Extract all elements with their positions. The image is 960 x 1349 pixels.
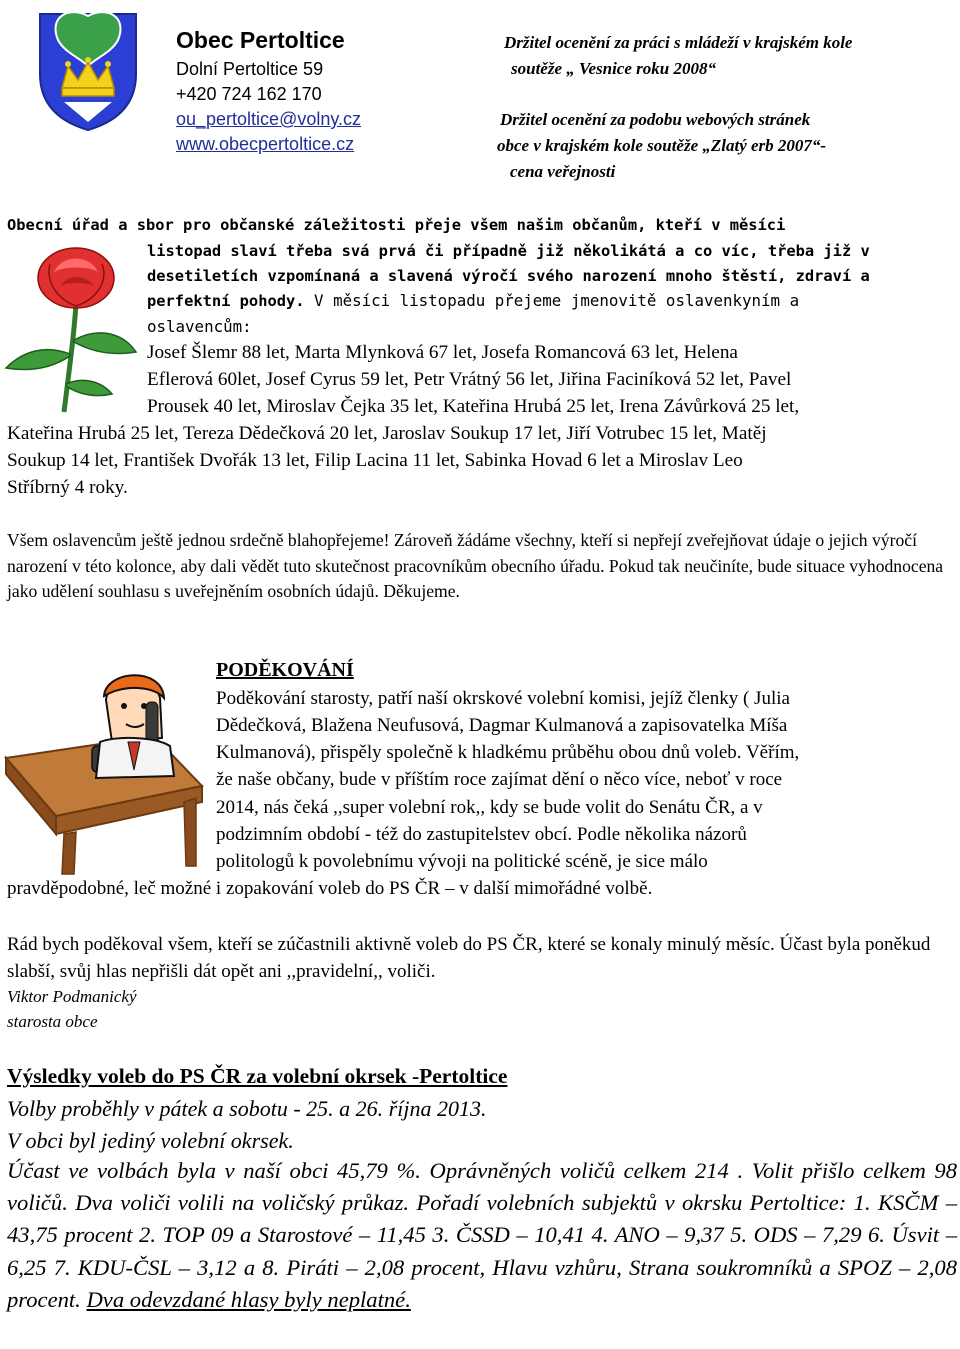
- address: Dolní Pertoltice 59: [176, 59, 324, 79]
- rose-image: [4, 244, 138, 416]
- award1-line1: Držitel ocenění za práci s mládeží v krajském kole: [504, 33, 853, 52]
- names-line2: Eflerová 60let, Josef Cyrus 59 let, Petr Vrátný 56 let, Jiřina Faciníková 52 let, Pavel: [147, 369, 792, 390]
- thanks-line4: že naše občany, bude v příštím roce zajímat dění o něco více, neboť v roce: [216, 769, 783, 790]
- signature-title: starosta obce: [7, 1012, 98, 1031]
- results-line1: Volby proběhly v pátek a sobotu - 25. a 26. října 2013.: [7, 1096, 487, 1121]
- names-line4: Kateřina Hrubá 25 let, Tereza Dědečková 20 let, Jaroslav Soukup 17 let, Jiří Votrubec 15 let, Matěj: [7, 423, 767, 444]
- greeting-line4: [147, 287, 799, 315]
- man-on-phone-image: [4, 666, 204, 876]
- notice-paragraph: Všem oslavencům ještě jednou srdečně blahopřejeme! Zároveň žádáme všechny, kteří si nepřejí zveřejňovat údaje o jejich výročí narození v této kolonce, aby dali vědět tuto skutečnost pracovníkům obecního úřadu. Pokud tak neučiníte, bude situace vyhodnocena jako udělení souhlasu s uveřejněním osobních údajů. Děkujeme.: [7, 530, 944, 601]
- village-name: Obec Pertoltice: [176, 27, 345, 53]
- thanks-line2: Dědečková, Blažena Neufusová, Dagmar Kulmanová a zapisovatelka Míša: [216, 715, 788, 736]
- results-invalid-votes: Dva odevzdané hlasy byly neplatné.: [86, 1286, 411, 1312]
- greeting-line1: Obecní úřad a sbor pro občanské záležitosti přeje všem našim občanům, kteří v měsíci: [7, 216, 786, 234]
- names-line1: Josef Šlemr 88 let, Marta Mlynková 67 let, Josefa Romancová 63 let, Helena: [147, 342, 738, 363]
- thanks-paragraph2: Rád bych poděkoval všem, kteří se zúčastnili aktivně voleb do PS ČR, které se konaly minulý měsíc. Účast byla poněkud slabší, svůj hlas nepřišli dát opět ani ,,pravidelní,, voliči.: [7, 934, 931, 982]
- award2-line3: cena veřejnosti: [510, 162, 616, 181]
- coat-of-arms-logo: [18, 4, 158, 132]
- greeting-line3: desetiletích vzpomínaná a slavená výročí svého narození mnoho štěstí, zdraví a: [147, 267, 870, 285]
- thanks-heading: PODĚKOVÁNÍ: [216, 659, 354, 681]
- names-line3: Prousek 40 let, Miroslav Čejka 35 let, Kateřina Hrubá 25 let, Irena Závůrková 25 let,: [147, 396, 800, 417]
- names-line6: Stříbrný 4 roky.: [7, 477, 128, 498]
- greeting-line4-rest: V měsíci listopadu přejeme jmenovitě oslavenkyním a: [304, 291, 800, 310]
- greeting-line2: listopad slaví třeba svá prvá či případně již několikátá a co víc, třeba již v: [147, 242, 870, 260]
- award2-line1: Držitel ocenění za podobu webových stránek: [500, 110, 811, 129]
- thanks-line5: 2014, nás čeká ,,super volební rok,, kdy se bude volit do Senátu ČR, a v: [216, 797, 763, 818]
- results-body: [7, 1155, 957, 1316]
- thanks-line1: Poděkování starosty, patří naší okrskové volební komisi, jejíž členky ( Julia: [216, 688, 790, 709]
- greeting-line4-bold: perfektní pohody.: [147, 292, 305, 310]
- award1-line2: soutěže „ Vesnice roku 2008“: [511, 59, 716, 78]
- thanks-line7: politologů k povolebnímu vývoji na politické scéně, je sice málo: [216, 851, 708, 872]
- signature-name: Viktor Podmanický: [7, 987, 137, 1006]
- thanks-line8: pravděpodobné, leč možné i zopakování voleb do PS ČR – v další mimořádné volbě.: [7, 878, 653, 899]
- award2-line2: obce v krajském kole soutěže „Zlatý erb 2007“-: [497, 136, 827, 155]
- thanks-line3: Kulmanová), přispěly společně k hladkému průběhu obou dnů voleb. Věřím,: [216, 742, 800, 763]
- results-line2: V obci byl jediný volební okrsek.: [7, 1128, 294, 1153]
- website-link[interactable]: www.obecpertoltice.cz: [176, 134, 355, 154]
- phone: +420 724 162 170: [176, 84, 322, 104]
- greeting-line5: oslavencům:: [147, 317, 252, 336]
- names-line5: Soukup 14 let, František Dvořák 13 let, Filip Lacina 11 let, Sabinka Hovad 6 let a Miroslav Leo: [7, 450, 743, 471]
- thanks-line6: podzimním období - též do zastupitelstev obcí. Podle několika názorů: [216, 824, 747, 845]
- results-heading: Výsledky voleb do PS ČR za volební okrsek -Pertoltice: [7, 1064, 508, 1088]
- email-link[interactable]: ou_pertoltice@volny.cz: [176, 109, 362, 129]
- results-body-text: Účast ve volbách byla v naší obci 45,79 %. Oprávněných voličů celkem 214 . Volit přišlo celkem 98 voličů. Dva voliči volili na voličský průkaz. Pořadí volebních subjektů v okrsku Pertoltice: 1. KSČM – 43,75 procent 2. TOP 09 a Starostové – 11,45 3. ČSSD – 10,41 4. ANO – 9,37 5. ODS – 7,29 6. Úsvit – 6,25 7. KDU-ČSL – 3,12 a 8. Piráti – 2,08 procent, Hlavu vzhůru, Strana soukromníků a SPOZ – 2,08 procent.: [7, 1158, 957, 1312]
